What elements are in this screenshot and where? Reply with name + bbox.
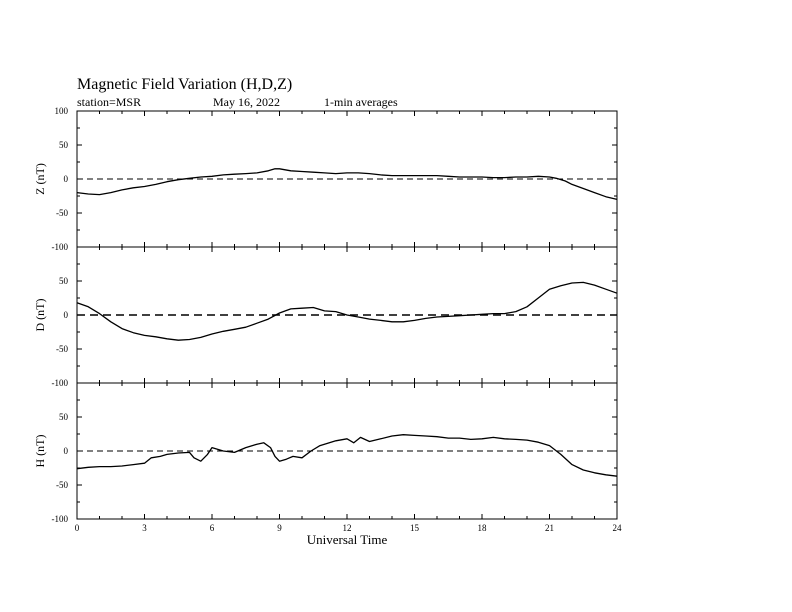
- y-tick-label: 50: [59, 276, 68, 286]
- y-tick-label: 0: [63, 310, 68, 320]
- series-line-z: [77, 169, 617, 200]
- y-tick-label: 50: [59, 140, 68, 150]
- panel-z: [33, 106, 617, 252]
- x-tick-label: 24: [612, 523, 622, 533]
- x-tick-label: 15: [410, 523, 419, 533]
- x-tick-label: 18: [477, 523, 487, 533]
- date-label: May 16, 2022: [213, 95, 280, 109]
- x-tick-label: 6: [209, 523, 215, 533]
- series-line-d: [77, 282, 617, 340]
- series-line-h: [77, 435, 617, 477]
- averaging-label: 1-min averages: [324, 95, 398, 109]
- y-tick-label: -100: [51, 378, 68, 388]
- x-tick-label: 9: [277, 523, 282, 533]
- y-axis-label: H (nT): [33, 434, 47, 468]
- panel-d: [33, 247, 617, 388]
- chart-title: Magnetic Field Variation (H,D,Z): [77, 76, 293, 93]
- station-label: station=MSR: [77, 95, 142, 109]
- y-tick-label: 0: [63, 446, 68, 456]
- y-tick-label: 50: [59, 412, 68, 422]
- x-axis-label: Universal Time: [306, 532, 388, 547]
- x-tick-label: 12: [342, 523, 352, 533]
- panel-h: [33, 383, 622, 547]
- y-axis-label: Z (nT): [33, 163, 47, 195]
- y-tick-label: -100: [51, 242, 68, 252]
- y-tick-label: 100: [54, 106, 68, 116]
- y-tick-label: 0: [63, 174, 68, 184]
- x-tick-label: 3: [142, 523, 147, 533]
- x-tick-label: 0: [74, 523, 80, 533]
- y-tick-label: -50: [56, 344, 68, 354]
- y-tick-label: -50: [56, 208, 68, 218]
- y-axis-label: D (nT): [33, 298, 47, 332]
- y-tick-label: -100: [51, 514, 68, 524]
- y-tick-label: -50: [56, 480, 68, 490]
- x-tick-label: 21: [545, 523, 554, 533]
